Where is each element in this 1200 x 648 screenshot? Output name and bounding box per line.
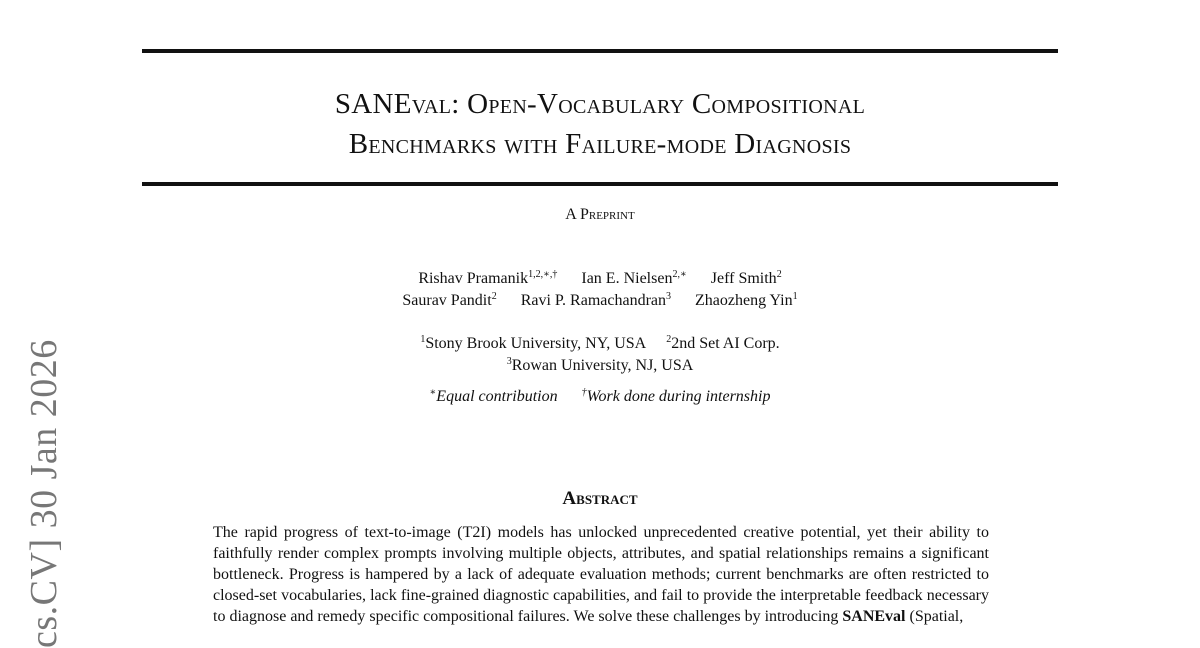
abstract-body: [213, 522, 989, 627]
abstract-heading: Abstract: [562, 488, 638, 509]
author: [695, 292, 798, 309]
affiliation-row-2: [142, 355, 1058, 377]
affiliation-text: Rowan University, NJ, USA: [511, 357, 694, 374]
note-mark: †: [581, 387, 587, 398]
author-affil-mark: 2: [491, 291, 497, 302]
title-line-2: Benchmarks with Failure-mode Diagnosis: [348, 128, 852, 160]
abstract-paragraph: [213, 522, 989, 627]
affiliation: [507, 357, 694, 374]
arxiv-stamp: cs.CV] 30 Jan 2026: [23, 339, 65, 648]
affiliation-row-1: [142, 333, 1058, 355]
author-affil-mark: 2,∗: [672, 269, 687, 280]
author-affil-mark: 1: [792, 291, 798, 302]
note: [430, 388, 558, 405]
affiliation-text: 2nd Set AI Corp.: [671, 335, 780, 352]
author: [521, 292, 671, 309]
author: [581, 270, 686, 287]
affiliation-mark: 3: [506, 356, 512, 367]
note-text: Work done during internship: [586, 388, 771, 405]
author-name: Jeff Smith: [710, 270, 777, 287]
author-row-1: [142, 268, 1058, 290]
abstract-text-continued: (Spatial,: [905, 608, 964, 625]
paper-title: [142, 84, 1058, 164]
author: [711, 270, 782, 287]
note-mark: ∗: [429, 387, 437, 398]
title-top-rule: [142, 49, 1058, 53]
affiliation-mark: 1: [420, 334, 426, 345]
title-line-1: SANEval: Open-Vocabulary Compositional: [334, 88, 866, 120]
author-name: Ravi P. Ramachandran: [520, 292, 666, 309]
preprint-label: A Preprint: [565, 206, 635, 223]
author-name: Ian E. Nielsen: [581, 270, 673, 287]
author-name: Rishav Pramanik: [418, 270, 529, 287]
affiliation-text: Stony Brook University, NY, USA: [425, 335, 647, 352]
author-affil-mark: 3: [666, 291, 671, 302]
author-notes: [142, 388, 1058, 406]
author-name: Saurav Pandit: [402, 292, 492, 309]
affiliations: [142, 333, 1058, 377]
affiliation: [420, 335, 646, 352]
abstract-text: The rapid progress of text-to-image (T2I) models has unlocked unprecedented creative potential, yet their ability to faithfully render complex prompts involving multiple objects, attributes, and spatial relationships remains a significant bottleneck. Progress is hampered by a lack of adequate evaluation methods; current benchmarks are often restricted to closed-set vocabularies, lack fine-grained diagnostic capabilities, and fail to provide the interpretable feedback necessary to diagnose and remedy specific compositional failures. We solve these challenges by introducing: [213, 524, 989, 625]
benchmark-name: SANEval: [842, 608, 906, 625]
title-bottom-rule: [142, 182, 1058, 186]
author-name: Zhaozheng Yin: [695, 292, 793, 309]
affiliation-mark: 2: [666, 334, 672, 345]
author-affil-mark: 2: [776, 269, 782, 280]
author: [402, 292, 496, 309]
author: [418, 270, 557, 287]
affiliation: [666, 335, 779, 352]
note-text: Equal contribution: [436, 388, 558, 405]
author-row-2: [142, 290, 1058, 312]
author-affil-mark: 1,2,∗,†: [528, 269, 558, 280]
note: [582, 388, 771, 405]
author-list: [142, 268, 1058, 312]
